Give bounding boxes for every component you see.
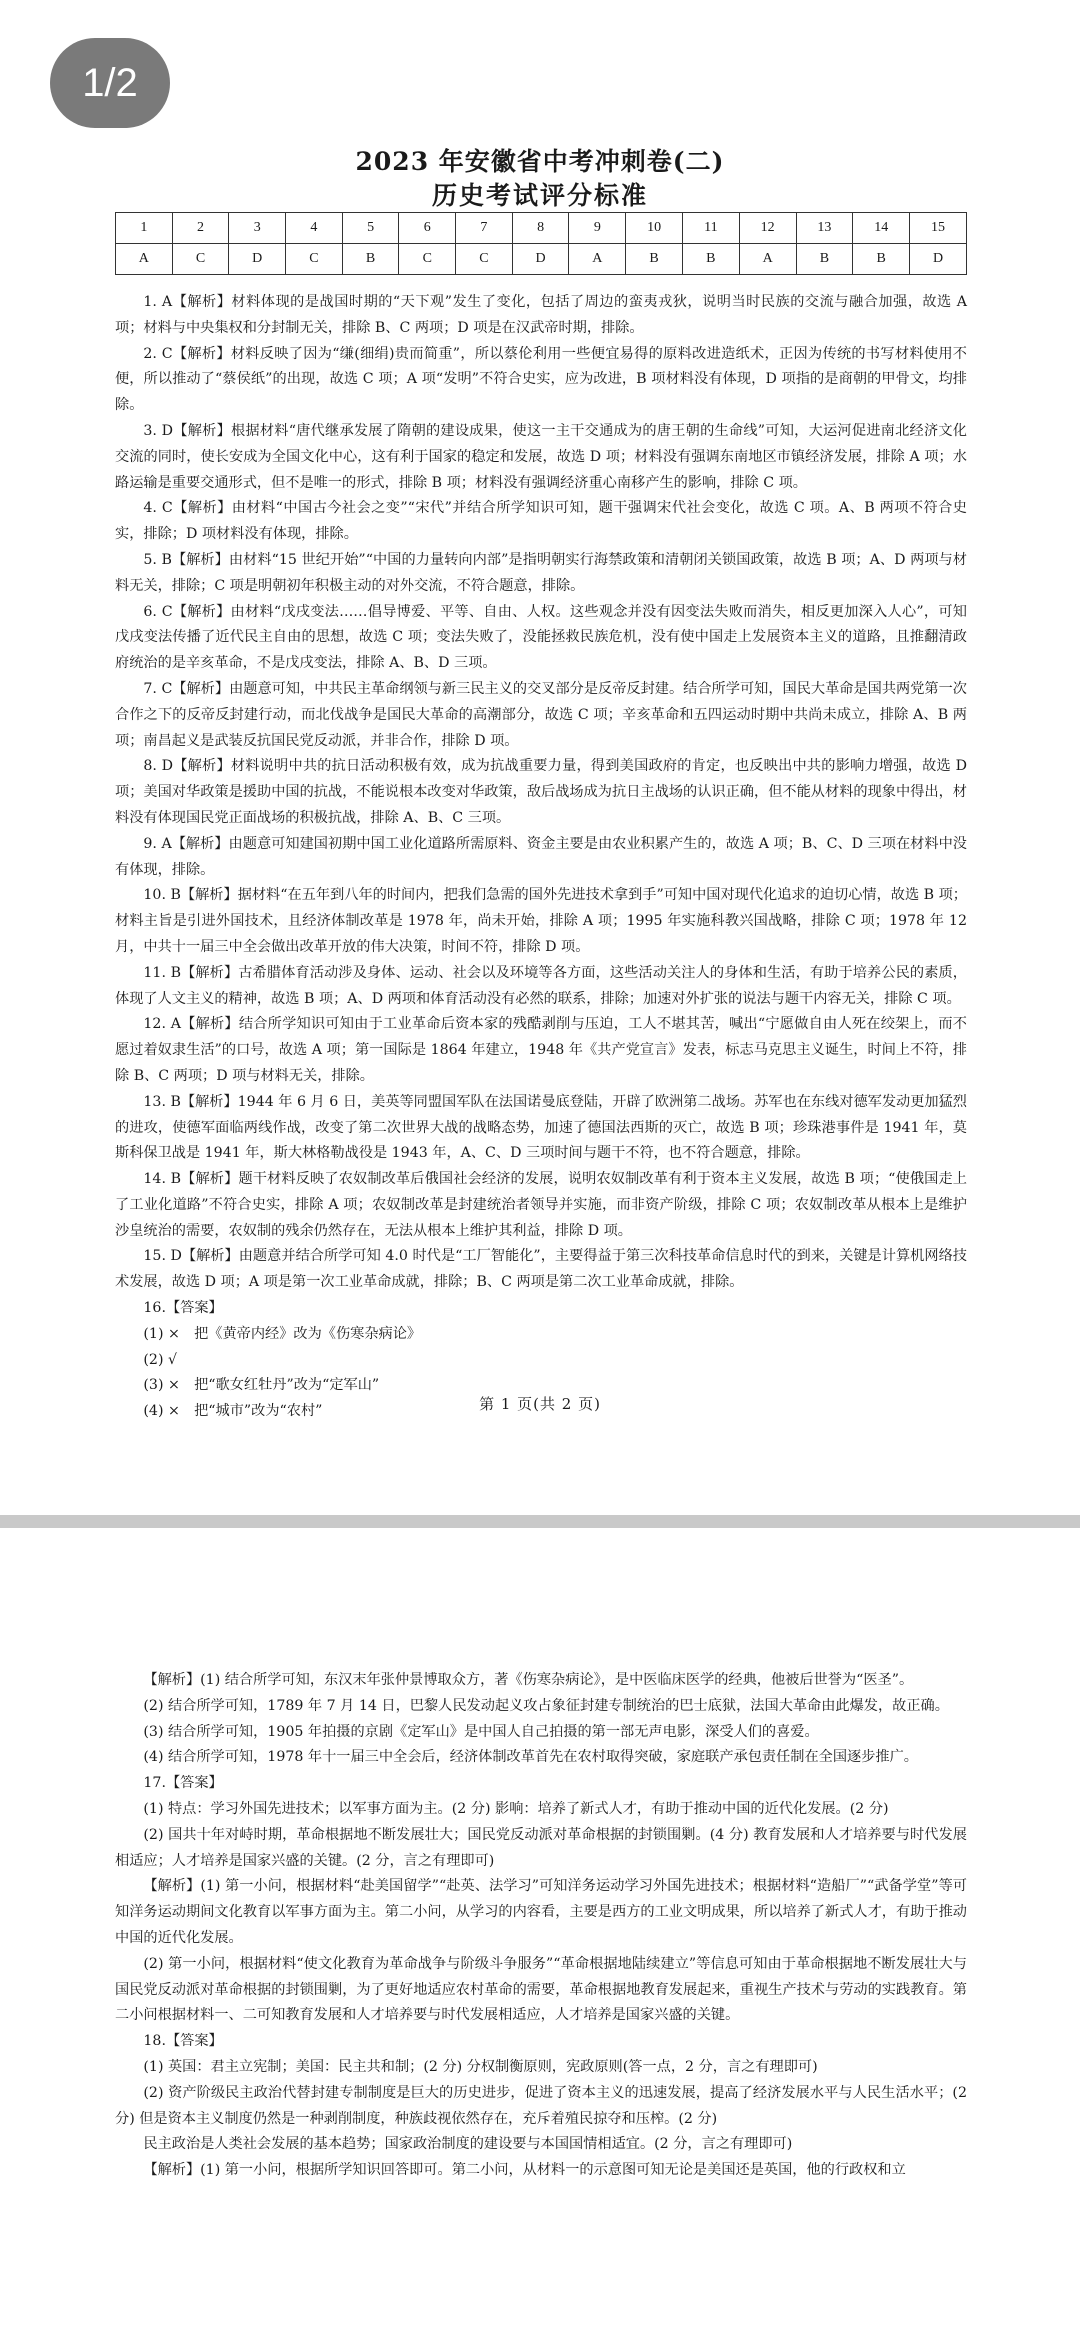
explanation-paragraph: 【解析】(1) 结合所学可知，东汉末年张仲景博取众方，著《伤寒杂病论》，是中医临床医学的经典，他被后世誉为“医圣”。 [143,1672,914,1688]
question-number-cell: 14 [853,213,910,244]
question-number-cell: 10 [626,213,683,244]
answer-cell: D [229,244,286,275]
page-divider [0,1515,1080,1528]
explanation-paragraph: (3) 结合所学可知，1905 年拍摄的京剧《定军山》是中国人自己拍摄的第一部无声电影，深受人们的喜爱。 [143,1723,819,1740]
question-number-cell: 2 [172,213,229,244]
explanation-paragraph: (1) 特点：学习外国先进技术；以军事方面为主。(2 分) 影响：培养了新式人才，有助于推动中国的近代化发展。(2 分) [143,1800,889,1817]
explanation-paragraph: 10. B【解析】据材料“在五年到八年的时间内，把我们急需的国外先进技术拿到手”可知中国对现代化追求的迫切心情，故选 B 项；材料主旨是引进外国技术，且经济体制改革是 1978 年，尚未开始，排除 A 项；1995 年实施科教兴国战略，排除 C 项；1978 年 12 月，中共十一届三中全会做出改革开放的伟大决策，时间不符，排除 D 项。 [115,887,967,955]
explanation-paragraph: 11. B【解析】古希腊体育活动涉及身体、运动、社会以及环境等各方面，这些活动关注人的身体和生活，有助于培养公民的素质，体现了人文主义的精神，故选 B 项；A、D 两项和体育活动没有必然的联系，排除；加速对外扩张的说法与题干内容无关，排除 C 项。 [115,964,967,1007]
document-subtitle: 历史考试评分标准 [431,181,648,210]
q16-answer-line: (4) × 把“城市”改为“农村” [143,1403,323,1420]
answer-cell: B [796,244,853,275]
explanation-paragraph: 12. A【解析】结合所学知识可知由于工业革命后资本家的残酷剥削与压迫，工人不堪其苦，喊出“宁愿做自由人死在绞架上，而不愿过着奴隶生活”的口号，故选 A 项；第一国际是 1864 年建立，1948 年《共产党宣言》发表，标志马克思主义诞生，时间上不符，排除 B、C 两项；D 项与材料无关，排除。 [115,1016,967,1084]
answer-cell: B [342,244,399,275]
document-page-2 [0,1528,1080,2340]
answer-cell: A [739,244,796,275]
q16-answer-line: (1) × 把《黄帝内经》改为《伤寒杂病论》 [143,1325,422,1342]
answer-key-table [115,212,967,275]
answer-table-answer-row [116,244,967,275]
page-2-explanations [115,1668,967,2184]
explanation-paragraph: 4. C【解析】由材料“中国古今社会之变”“宋代”并结合所学知识可知，题干强调宋代社会变化，故选 C 项。A、B 两项不符合史实，排除；D 项材料没有体现，排除。 [115,500,967,543]
question-number-cell: 1 [116,213,173,244]
answer-cell: C [456,244,513,275]
answer-cell: A [116,244,173,275]
q16-answer-line: (2) √ [143,1351,178,1368]
explanation-paragraph: 8. D【解析】材料说明中共的抗日活动积极有效，成为抗战重要力量，得到美国政府的肯定，也反映出中共的影响力增强，故选 D 项；美国对华政策是援助中国的抗战，不能说根本改变对华政策，敌后战场成为抗日主战场的认识正确，但不能从材料的现象中得出，材料没有体现国民党正面战场的积极抗战，排除 A、B、C 三项。 [115,758,967,826]
explanation-paragraph: 【解析】(1) 第一小问，根据所学知识回答即可。第二小问，从材料一的示意图可知无论是美国还是英国，他的行政权和立 [143,2162,906,2179]
answer-cell: C [286,244,343,275]
question-number-cell: 5 [342,213,399,244]
question-number-cell: 8 [512,213,569,244]
page-1-explanations [115,290,967,1425]
question-number-cell: 11 [682,213,739,244]
explanation-paragraph: 6. C【解析】由材料“戊戌变法……倡导博爱、平等、自由、人权。这些观念并没有因变法失败而消失，相反更加深入人心”，可知戊戌变法传播了近代民主自由的思想，故选 C 项；变法失败了，没能拯救民族危机，没有使中国走上发展资本主义的道路，且推翻清政府统治的是辛亥革命，不是戊戌变法，排除 A、B、D 三项。 [115,603,967,672]
explanation-paragraph: 9. A【解析】由题意可知建国初期中国工业化道路所需原料、资金主要是由农业积累产生的，故选 A 项；B、C、D 三项在材料中没有体现，排除。 [115,835,967,878]
question-number-cell: 12 [739,213,796,244]
answer-cell: A [569,244,626,275]
explanation-paragraph: (4) 结合所学可知，1978 年十一届三中全会后，经济体制改革首先在农村取得突破，家庭联产承包责任制在全国逐步推广。 [143,1749,918,1766]
answer-cell: B [626,244,683,275]
explanation-paragraph: 13. B【解析】1944 年 6 月 6 日，美英等同盟国军队在法国诺曼底登陆，开辟了欧洲第二战场。苏军也在东线对德军发动更加猛烈的进攻，使德军面临两线作战，改变了第二次世界大战的战略态势，加速了德国法西斯的灭亡，故选 B 项；珍珠港事件是 1941 年，莫斯科保卫战是 1941 年，斯大林格勒战役是 1943 年，A、C、D 三项时间与题干不符，也不符合题意，排除。 [115,1093,967,1162]
answer-cell: C [399,244,456,275]
page-indicator: 1/2 [50,38,170,128]
answer-cell: C [172,244,229,275]
explanation-paragraph: 18.【答案】 [143,2033,223,2050]
explanation-paragraph: 5. B【解析】由材料“15 世纪开始”“中国的力量转向内部”是指明朝实行海禁政策和清朝闭关锁国政策，故选 B 项；A、D 两项与材料无关，排除；C 项是明朝初年积极主动的对外交流，不符合题意，排除。 [115,551,967,594]
explanation-paragraph: (1) 英国：君主立宪制；美国：民主共和制；(2 分) 分权制衡原则，宪政原则(答一点，2 分，言之有理即可) [143,2058,818,2075]
question-number-cell: 15 [910,213,967,244]
question-number-cell: 9 [569,213,626,244]
explanation-paragraph: (2) 结合所学可知，1789 年 7 月 14 日，巴黎人民发动起义攻占象征封建专制统治的巴士底狱，法国大革命由此爆发，故正确。 [143,1697,949,1714]
explanation-paragraph: 16.【答案】 [143,1300,223,1317]
explanation-paragraph: 【解析】(1) 第一小问，根据材料“赴美国留学”“赴英、法学习”可知洋务运动学习外国先进技术；根据材料“造船厂”“武备学堂”等可知洋务运动期间文化教育以军事方面为主。第二小问，从学习的内容看，主要是西方的工业文明成果，所以培养了新式人才，有助于推动中国的近代化发展。 [115,1878,967,1946]
document-title: 2023 年安徽省中考冲刺卷(二) [355,147,725,176]
explanation-paragraph: (2) 第一小问，根据材料“使文化教育为革命战争与阶级斗争服务”“革命根据地陆续建立”等信息可知由于革命根据地不断发展壮大与国民党反动派对革命根据的封锁围剿，为了更好地适应农村革命的需要，革命根据地教育发展起来，重视生产技术与劳动的实践教育。第二小问根据材料一、二可知教育发展和人才培养要与时代发展相适应，人才培养是国家兴盛的关键。 [115,1955,967,2024]
explanation-paragraph: 17.【答案】 [143,1775,223,1792]
answer-cell: D [910,244,967,275]
page-footer: 第 1 页(共 2 页) [479,1395,601,1413]
explanation-paragraph: 7. C【解析】由题意可知，中共民主革命纲领与新三民主义的交叉部分是反帝反封建。结合所学可知，国民大革命是国共两党第一次合作之下的反帝反封建行动，而北伐战争是国民大革命的高潮部分，故选 C 项；辛亥革命和五四运动时期中共尚未成立，排除 A、B 两项；南昌起义是武装反抗国民党反动派，并非合作，排除 D 项。 [115,680,967,749]
answer-table-number-row [116,213,967,244]
question-number-cell: 13 [796,213,853,244]
answer-cell: B [853,244,910,275]
question-number-cell: 4 [286,213,343,244]
explanation-paragraph: (2) 国共十年对峙时期，革命根据地不断发展壮大；国民党反动派对革命根据的封锁围剿。(4 分) 教育发展和人才培养要与时代发展相适应；人才培养是国家兴盛的关键。(2 分，言之有理即可) [115,1826,967,1869]
explanation-paragraph: 14. B【解析】题干材料反映了农奴制改革后俄国社会经济的发展，说明农奴制改革有利于资本主义发展，故选 B 项；“使俄国走上了工业化道路”不符合史实，排除 A 项；农奴制改革是封建统治者领导并实施，而非资产阶级，排除 C 项；农奴制改革从根本上是维护沙皇统治的需要，农奴制的残余仍然存在，无法从根本上维护其利益，排除 D 项。 [115,1171,967,1239]
explanation-paragraph: (2) 资产阶级民主政治代替封建专制制度是巨大的历史进步，促进了资本主义的迅速发展，提高了经济发展水平与人民生活水平；(2 分) 但是资本主义制度仍然是一种剥削制度，种族歧视依然存在，充斥着殖民掠夺和压榨。(2 分) [115,2084,967,2127]
question-number-cell: 7 [456,213,513,244]
answer-cell: D [512,244,569,275]
question-number-cell: 3 [229,213,286,244]
explanation-paragraph: 1. A【解析】材料体现的是战国时期的“天下观”发生了变化，包括了周边的蛮夷戎狄，说明当时民族的交流与融合加强，故选 A 项；材料与中央集权和分封制无关，排除 B、C 两项；D 项是在汉武帝时期，排除。 [115,294,967,336]
explanation-paragraph: 2. C【解析】材料反映了因为“缣(细绢)贵而简重”，所以蔡伦利用一些便宜易得的原料改进造纸术，正因为传统的书写材料使用不便，所以推动了“蔡侯纸”的出现，故选 C 项；A 项“发明”不符合史实，应为改进，B 项材料没有体现，D 项指的是商朝的甲骨文，均排除。 [115,345,967,414]
answer-cell: B [682,244,739,275]
question-number-cell: 6 [399,213,456,244]
q16-answer-line: (3) × 把“歌女红牡丹”改为“定军山” [143,1377,380,1394]
explanation-paragraph: 15. D【解析】由题意并结合所学可知 4.0 时代是“工厂智能化”，主要得益于第三次科技革命信息时代的到来，关键是计算机网络技术发展，故选 D 项；A 项是第一次工业革命成就，排除；B、C 两项是第二次工业革命成就，排除。 [115,1248,967,1291]
explanation-paragraph: 3. D【解析】根据材料“唐代继承发展了隋朝的建设成果，使这一主干交通成为的唐王朝的生命线”可知，大运河促进南北经济文化交流的同时，使长安成为全国文化中心，这有利于国家的稳定和发展，故选 D 项；材料没有强调东南地区市镇经济发展，排除 A 项；水路运输是重要交通形式，但不是唯一的形式，排除 B 项；材料没有强调经济重心南移产生的影响，排除 C 项。 [115,422,967,491]
explanation-paragraph: 民主政治是人类社会发展的基本趋势；国家政治制度的建设要与本国国情相适宜。(2 分，言之有理即可) [143,2136,793,2153]
